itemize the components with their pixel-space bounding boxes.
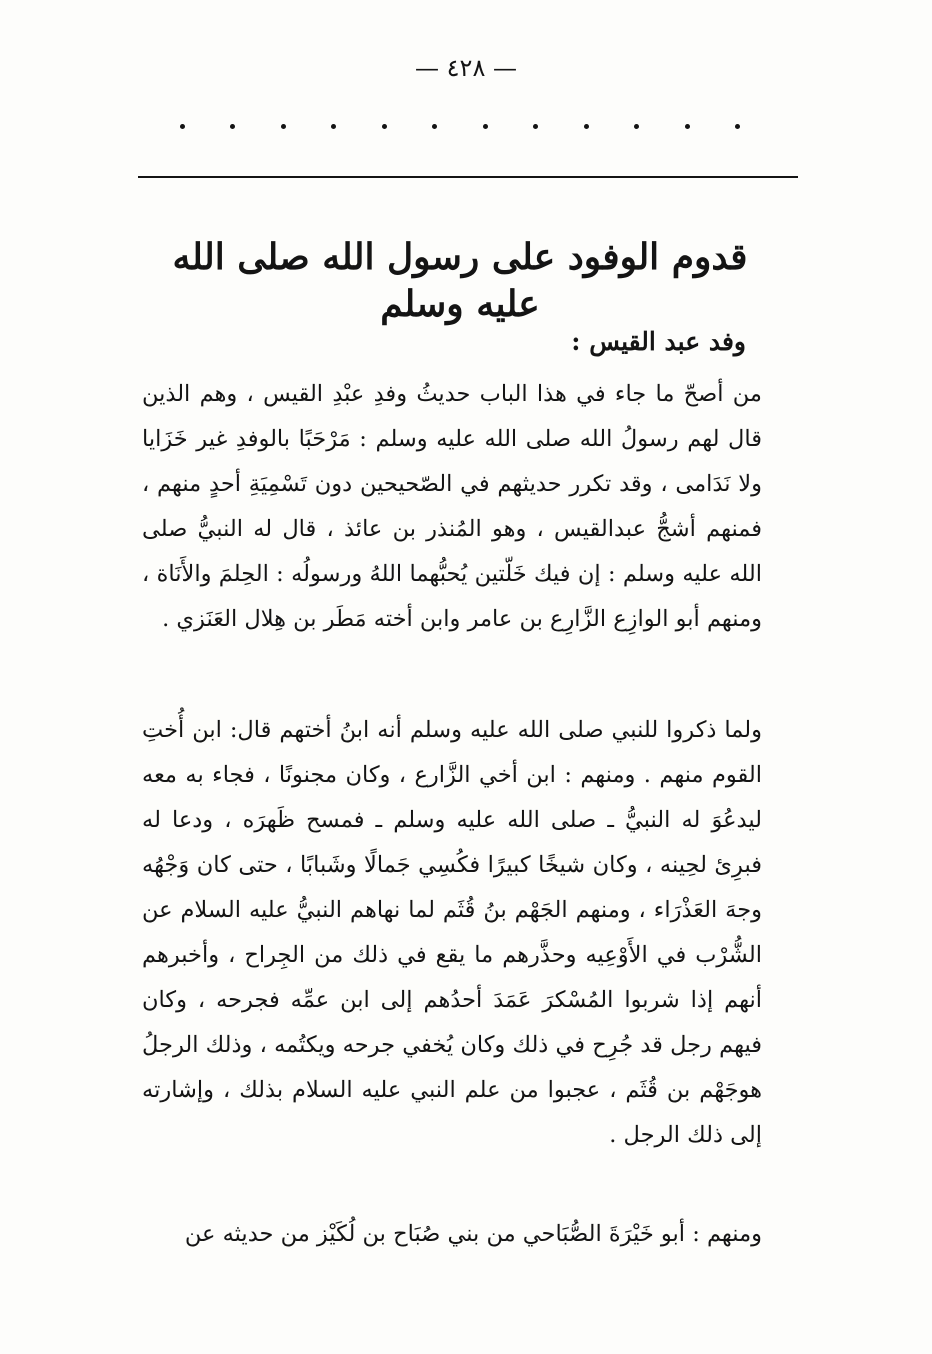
ornament-dot (331, 124, 336, 129)
ornament-dot (634, 124, 639, 129)
paragraph-2: ولما ذكروا للنبي صلى الله عليه وسلم أنه ابنُ أختهم قال: ابن أُختِ القوم منهم . ومنهم : ابن أخي الزَّارع ، وكان مجنونًا ، فجاء به معه ليدعُوَ له النبيُّ ـ صلى الله عليه وسلم ـ فمسح ظَهرَه ، ودعا له فبرِئ لحِينه ، وكان شيخًا كبيرًا فكُسِي جَمالًا وشَبابًا ، حتى كان وَجْهُه وجهَ العَذْرَاء ، ومنهم الجَهْم بنُ قُثَم لما نهاهم النبيُّ عليه السلام عن الشُّرْب في الأَوْعِيه وحذَّرهم ما يقع في ذلك من الجِراح ، وأخبرهم أنهم إذا شربوا المُسْكرَ عَمَدَ أحدُهم إلى ابن عمِّه فجرحه ، وكان فيهم رجل قد جُرِح في ذلك وكان يُخفي جرحه ويكتُمه ، وذلك الرجلُ هوجَهْم بن قُثَم ، عجبوا من علم النبي عليه السلام بذلك ، وإشارته إلى ذلك الرجل . (142, 717, 762, 1148)
ornament-dot (432, 124, 437, 129)
section-heading: وفد عبد القيس : (571, 326, 746, 356)
horizontal-rule (138, 176, 798, 178)
ornament-dot (584, 124, 589, 129)
paragraph-1: من أصحّ ما جاء في هذا الباب حديثُ وفدِ عبْدِ القيس ، وهم الذين قال لهم رسولُ الله صلى الله عليه وسلم : مَرْحَبًا بالوفدِ غير خَزَايا ولا نَدَامى ، وقد تكرر حديثهم في الصّحيحين دون تَسْمِيَةِ أحدٍ منهم ، فمنهم أشجُّ عبدالقيس ، وهو المُنذر بن عائذ ، قال له النبيُّ صلى الله عليه وسلم : إن فيك خَلّتين يُحبُّهما اللهُ ورسولُه : الحِلمَ والأَنَاة ، ومنهم أبو الوازِع الزَّارِع بن عامر وابن أخته مَطَر بن هِلال العَنَزي . (142, 381, 762, 632)
ornament-dot (230, 124, 235, 129)
ornament-dot (735, 124, 740, 129)
ornament-dot (382, 124, 387, 129)
ornament-dot (483, 124, 488, 129)
ornament-dot (685, 124, 690, 129)
dotted-ornament (180, 124, 740, 129)
ornament-dot (533, 124, 538, 129)
chapter-title: قدوم الوفود على رسول الله صلى الله عليه وسلم (172, 236, 748, 325)
ornament-dot (281, 124, 286, 129)
ornament-dot (180, 124, 185, 129)
page-number: — ٤٢٨ — (415, 54, 517, 82)
paragraph-3: ومنهم : أبو خَيْرَةَ الصُّبَاحي من بني صُبَاح بن لُكَيْز من حديثه عن (184, 1221, 762, 1247)
